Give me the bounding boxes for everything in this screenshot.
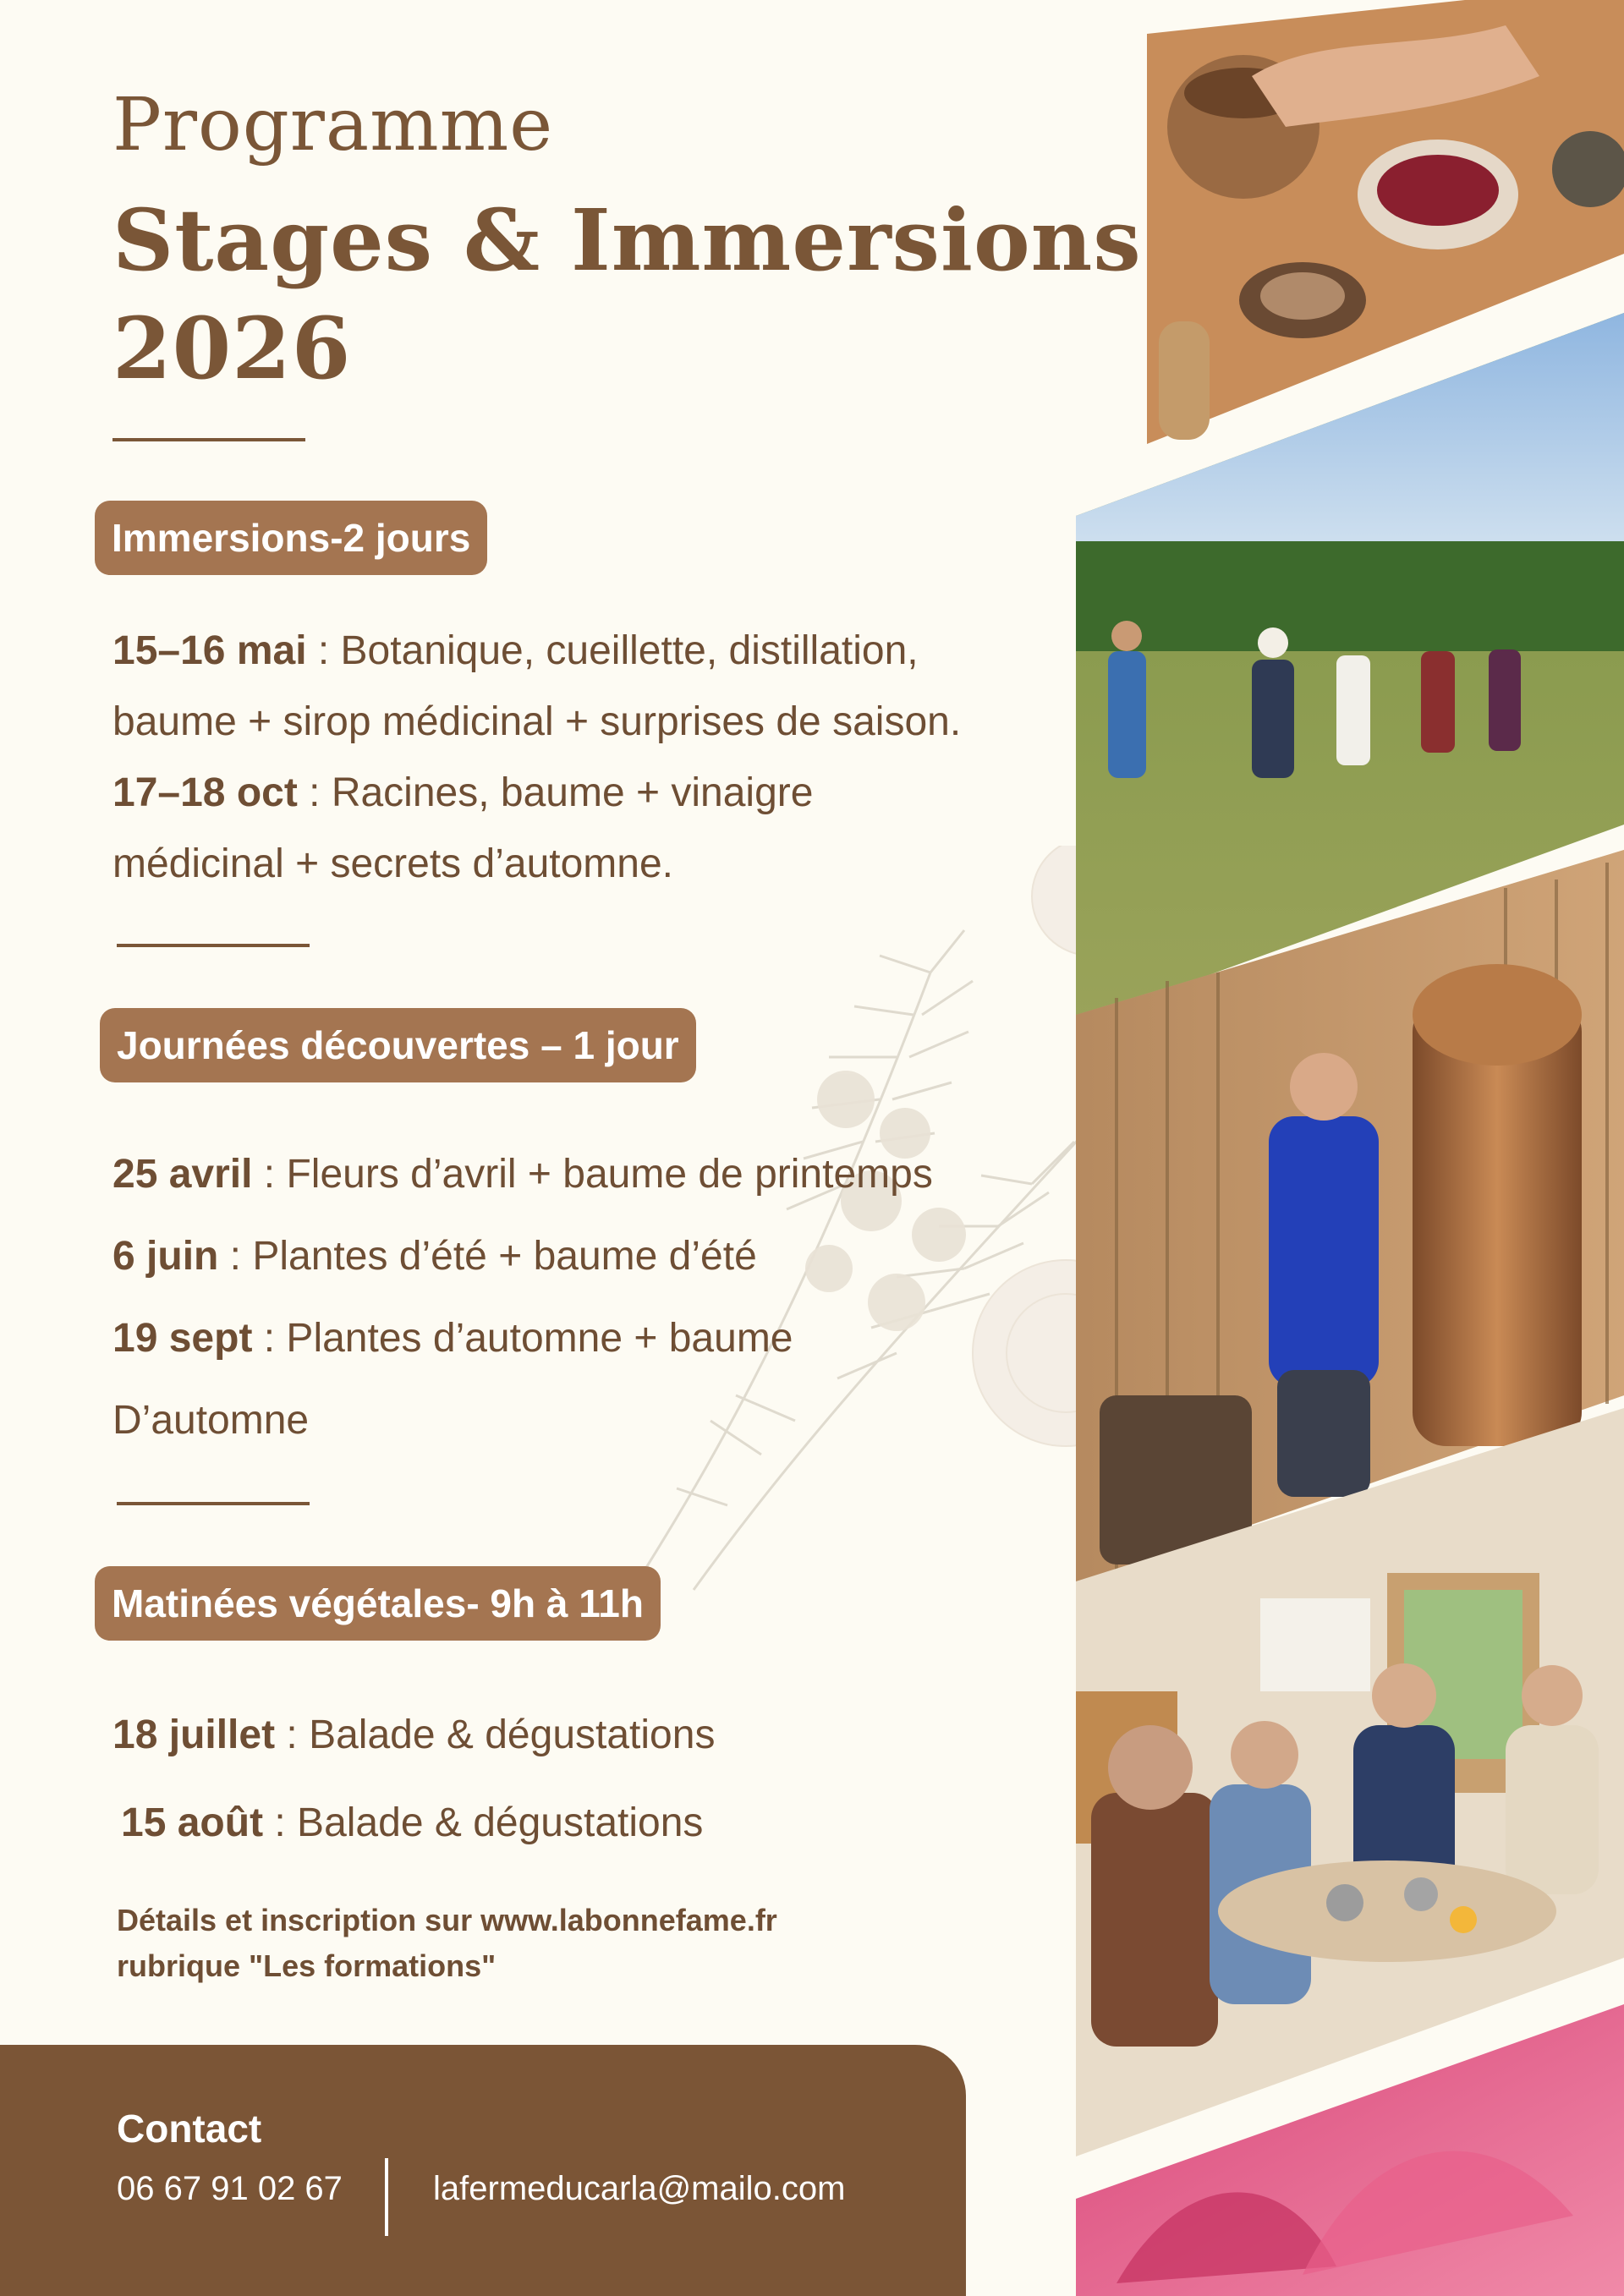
section-matinees-content: [112, 1691, 715, 1867]
entry-text: : Balade & dégustations: [275, 1712, 716, 1757]
entry-date: 19 sept: [112, 1316, 253, 1361]
entry-text: : Balade & dégustations: [263, 1800, 704, 1845]
list-item: [112, 758, 961, 829]
entry-text: : Botanique, cueillette, distillation,: [306, 628, 919, 673]
contact-separator: [385, 2158, 388, 2236]
photo-collage: [1066, 0, 1624, 2296]
entry-text-continued: baume + sirop médicinal + surprises de saison.: [112, 699, 962, 744]
page-title-line: Stages & Immersions: [112, 190, 1142, 290]
entry-date: 25 avril: [112, 1152, 253, 1197]
contact-email: lafermeducarla@mailo.com: [433, 2170, 846, 2207]
entry-date: 18 juillet: [112, 1712, 276, 1757]
entry-date: 15 août: [121, 1800, 264, 1845]
entry-text: : Racines, baume + vinaigre: [297, 770, 814, 815]
entry-date: 17–18 oct: [112, 770, 298, 815]
entry-date: 15–16 mai: [112, 628, 307, 673]
list-item: [112, 1133, 933, 1215]
section-label-matinees: Matinées végétales- 9h à 11h: [95, 1566, 661, 1641]
list-item: [112, 1779, 715, 1867]
entry-date: 6 juin: [112, 1234, 219, 1279]
entry-text: : Fleurs d’avril + baume de printemps: [252, 1152, 933, 1197]
entry-text-continued: médicinal + secrets d’automne.: [112, 841, 673, 886]
section-label-immersions: Immersions-2 jours: [95, 501, 487, 575]
section-journees-content: [112, 1133, 933, 1461]
divider: [117, 944, 310, 947]
list-item: [112, 1691, 715, 1779]
contact-title: Contact: [117, 2107, 262, 2151]
section-immersions-content: [112, 616, 961, 900]
page-subtitle: Programme: [112, 83, 554, 167]
contact-phone: 06 67 91 02 67: [117, 2170, 343, 2207]
divider: [117, 1502, 310, 1505]
list-item: [112, 616, 961, 687]
details-line: rubrique "Les formations": [117, 1948, 497, 1983]
section-label-journees: Journées découvertes – 1 jour: [100, 1008, 696, 1082]
page-title-year: 2026: [112, 299, 352, 398]
entry-text: : Plantes d’été + baume d’été: [218, 1234, 757, 1279]
details-line: Détails et inscription sur www.labonnefame.fr: [117, 1903, 777, 1937]
entry-text-continued: D’automne: [112, 1398, 310, 1443]
entry-text: : Plantes d’automne + baume: [252, 1316, 793, 1361]
registration-details: [117, 1898, 777, 1989]
list-item: [112, 1215, 933, 1297]
divider: [112, 438, 305, 441]
page-title: [112, 186, 1142, 403]
list-item: [112, 1297, 933, 1379]
